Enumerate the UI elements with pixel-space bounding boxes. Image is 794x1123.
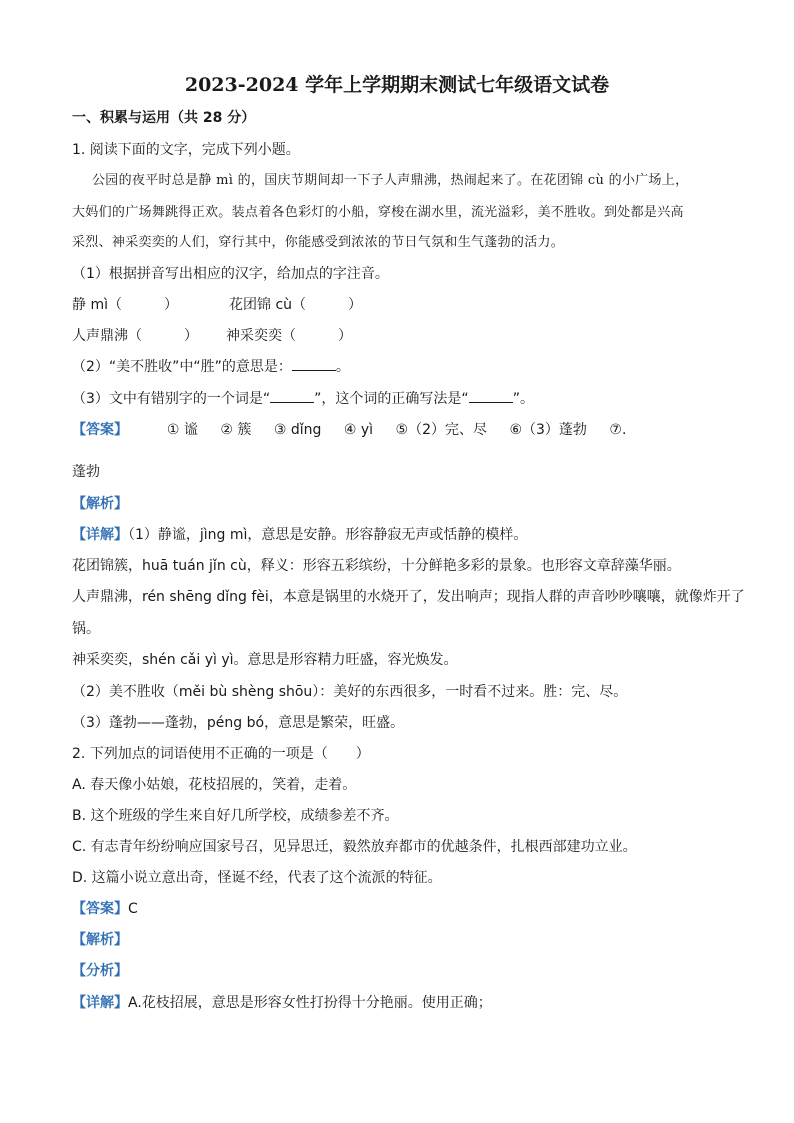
q2-detail-line	[72, 993, 492, 1013]
answer-item-1	[167, 420, 198, 440]
passage-line-3: 采烈、神采奕奕的人们，穿行其中，你能感受到浓浓的节日气氛和生气蓬勃的活力。	[72, 235, 565, 250]
detail-tag: 【详解】	[72, 995, 128, 1011]
detail-line-5: 神采奕奕，shén cǎi yì yì。意思是形容精力旺盛，容光焕发。	[72, 652, 458, 668]
detail-text: A.花枝招展，意思是形容女性打扮得十分艳丽。使用正确；	[128, 995, 492, 1011]
answer-row-q1	[72, 420, 626, 440]
answer-blank	[292, 358, 336, 371]
answer-blank	[270, 390, 314, 403]
detail-text: （1）静谧，jìng mì，意思是安静。形容静寂无声或恬静的模样。	[128, 527, 528, 543]
answer-text: .	[621, 422, 627, 438]
passage-line-2: 大妈们的广场舞跳得正欢。装点着各色彩灯的小船，穿梭在湖水里，流光溢彩，美不胜收。到处都是兴高	[72, 205, 684, 220]
sub-question-2-text: （2）“美不胜收”中“胜”的意思是：	[72, 359, 292, 375]
sub-question-3	[72, 389, 534, 409]
answer-tag: 【答案】	[72, 422, 128, 438]
detail-line-7: （3）蓬勃——蓬勃，péng bó，意思是繁荣，旺盛。	[72, 715, 405, 731]
sub-question-3-mid: ”，这个词的正确写法是“	[314, 391, 469, 407]
answer-number: ④	[343, 422, 357, 438]
analysis-tag: 【解析】	[72, 932, 128, 948]
answer-number: ③	[273, 422, 287, 438]
sub-question-2	[72, 357, 350, 377]
option-a: A. 春天像小姑娘，花枝招展的，笑着，走着。	[72, 777, 357, 793]
answer-text: yì	[360, 422, 374, 438]
answer-item-3	[274, 420, 322, 440]
answer-number: ②	[220, 422, 233, 438]
detail-line-3: 人声鼎沸，rén shēng dǐng fèi，本意是锅里的水烧开了，发出响声；现指人群的声音吵吵嚷嚷，就像炸开了	[72, 589, 745, 605]
option-d: D. 这篇小说立意出奇，怪诞不经，代表了这个流派的特征。	[72, 870, 442, 886]
answer-text: 谧	[183, 422, 198, 438]
sub-question-1: （1）根据拼音写出相应的汉字，给加点的字注音。	[72, 266, 389, 282]
detail-line-1	[72, 525, 527, 545]
detail-line-6: （2）美不胜收（měi bù shèng shōu）：美好的东西很多，一时看不过来。胜：完、尽。	[72, 684, 628, 700]
answer-number: ⑥	[509, 422, 523, 438]
sub-question-2-end: 。	[335, 359, 350, 375]
analysis-tag: 【解析】	[72, 496, 128, 512]
detail-tag: 【详解】	[72, 527, 128, 543]
answer-item-6	[509, 420, 586, 440]
answer-item-4	[344, 420, 373, 440]
fill-row-1-a: 静 mì（ ）	[72, 297, 178, 313]
detail-line-4: 锅。	[72, 621, 100, 637]
answer-text: C	[128, 901, 138, 917]
answer-number: ⑦	[609, 422, 622, 438]
sub-question-3-text: （3）文中有错别字的一个词是“	[72, 391, 271, 407]
fill-row-2-b: 神采奕奕（ ）	[226, 328, 352, 344]
answer-item-5	[396, 420, 487, 440]
detail-line-2: 花团锦簇，huā tuán jǐn cù，释义：形容五彩缤纷，十分鲜艳多彩的景象。也形容文章辞藻华丽。	[72, 558, 681, 574]
option-b: B. 这个班级的学生来自好几所学校，成绩参差不齐。	[72, 808, 399, 824]
page-title: 2023-2024 学年上学期期末测试七年级语文试卷	[184, 74, 610, 96]
answer-number: ①	[166, 422, 180, 438]
answer-text: （3）蓬勃	[522, 422, 587, 438]
sub-question-3-end: ”。	[512, 391, 534, 407]
answer-blank	[469, 390, 513, 403]
answer-item-2	[220, 420, 251, 440]
section-heading: 一、积累与运用（共 28 分）	[72, 110, 256, 126]
fenxi-tag: 【分析】	[72, 963, 128, 979]
answer-tag: 【答案】	[72, 901, 128, 917]
passage-line-1: 公园的夜平时总是静 mì 的，国庆节期间却一下子人声鼎沸，热闹起来了。在花团锦 cù 的小广场上，	[92, 173, 689, 188]
answer-item-7	[609, 420, 626, 440]
question-2-stem: 2. 下列加点的词语使用不正确的一项是（ ）	[72, 746, 370, 762]
answer-number: ⑤	[395, 422, 409, 438]
question-1-stem: 1. 阅读下面的文字，完成下列小题。	[72, 142, 300, 158]
answer-text: 簇	[237, 422, 252, 438]
answer-row-q2	[72, 899, 138, 919]
option-c: C. 有志青年纷纷响应国家号召，见异思迁，毅然放弃都市的优越条件，扎根西部建功立业。	[72, 839, 637, 855]
answer-continuation: 蓬勃	[72, 464, 100, 480]
fill-row-1-b: 花团锦 cù（ ）	[229, 297, 363, 313]
fill-row-2-a: 人声鼎沸（ ）	[72, 328, 198, 344]
answer-text: （2）完、尽	[408, 422, 487, 438]
answer-text: dǐng	[290, 422, 322, 438]
